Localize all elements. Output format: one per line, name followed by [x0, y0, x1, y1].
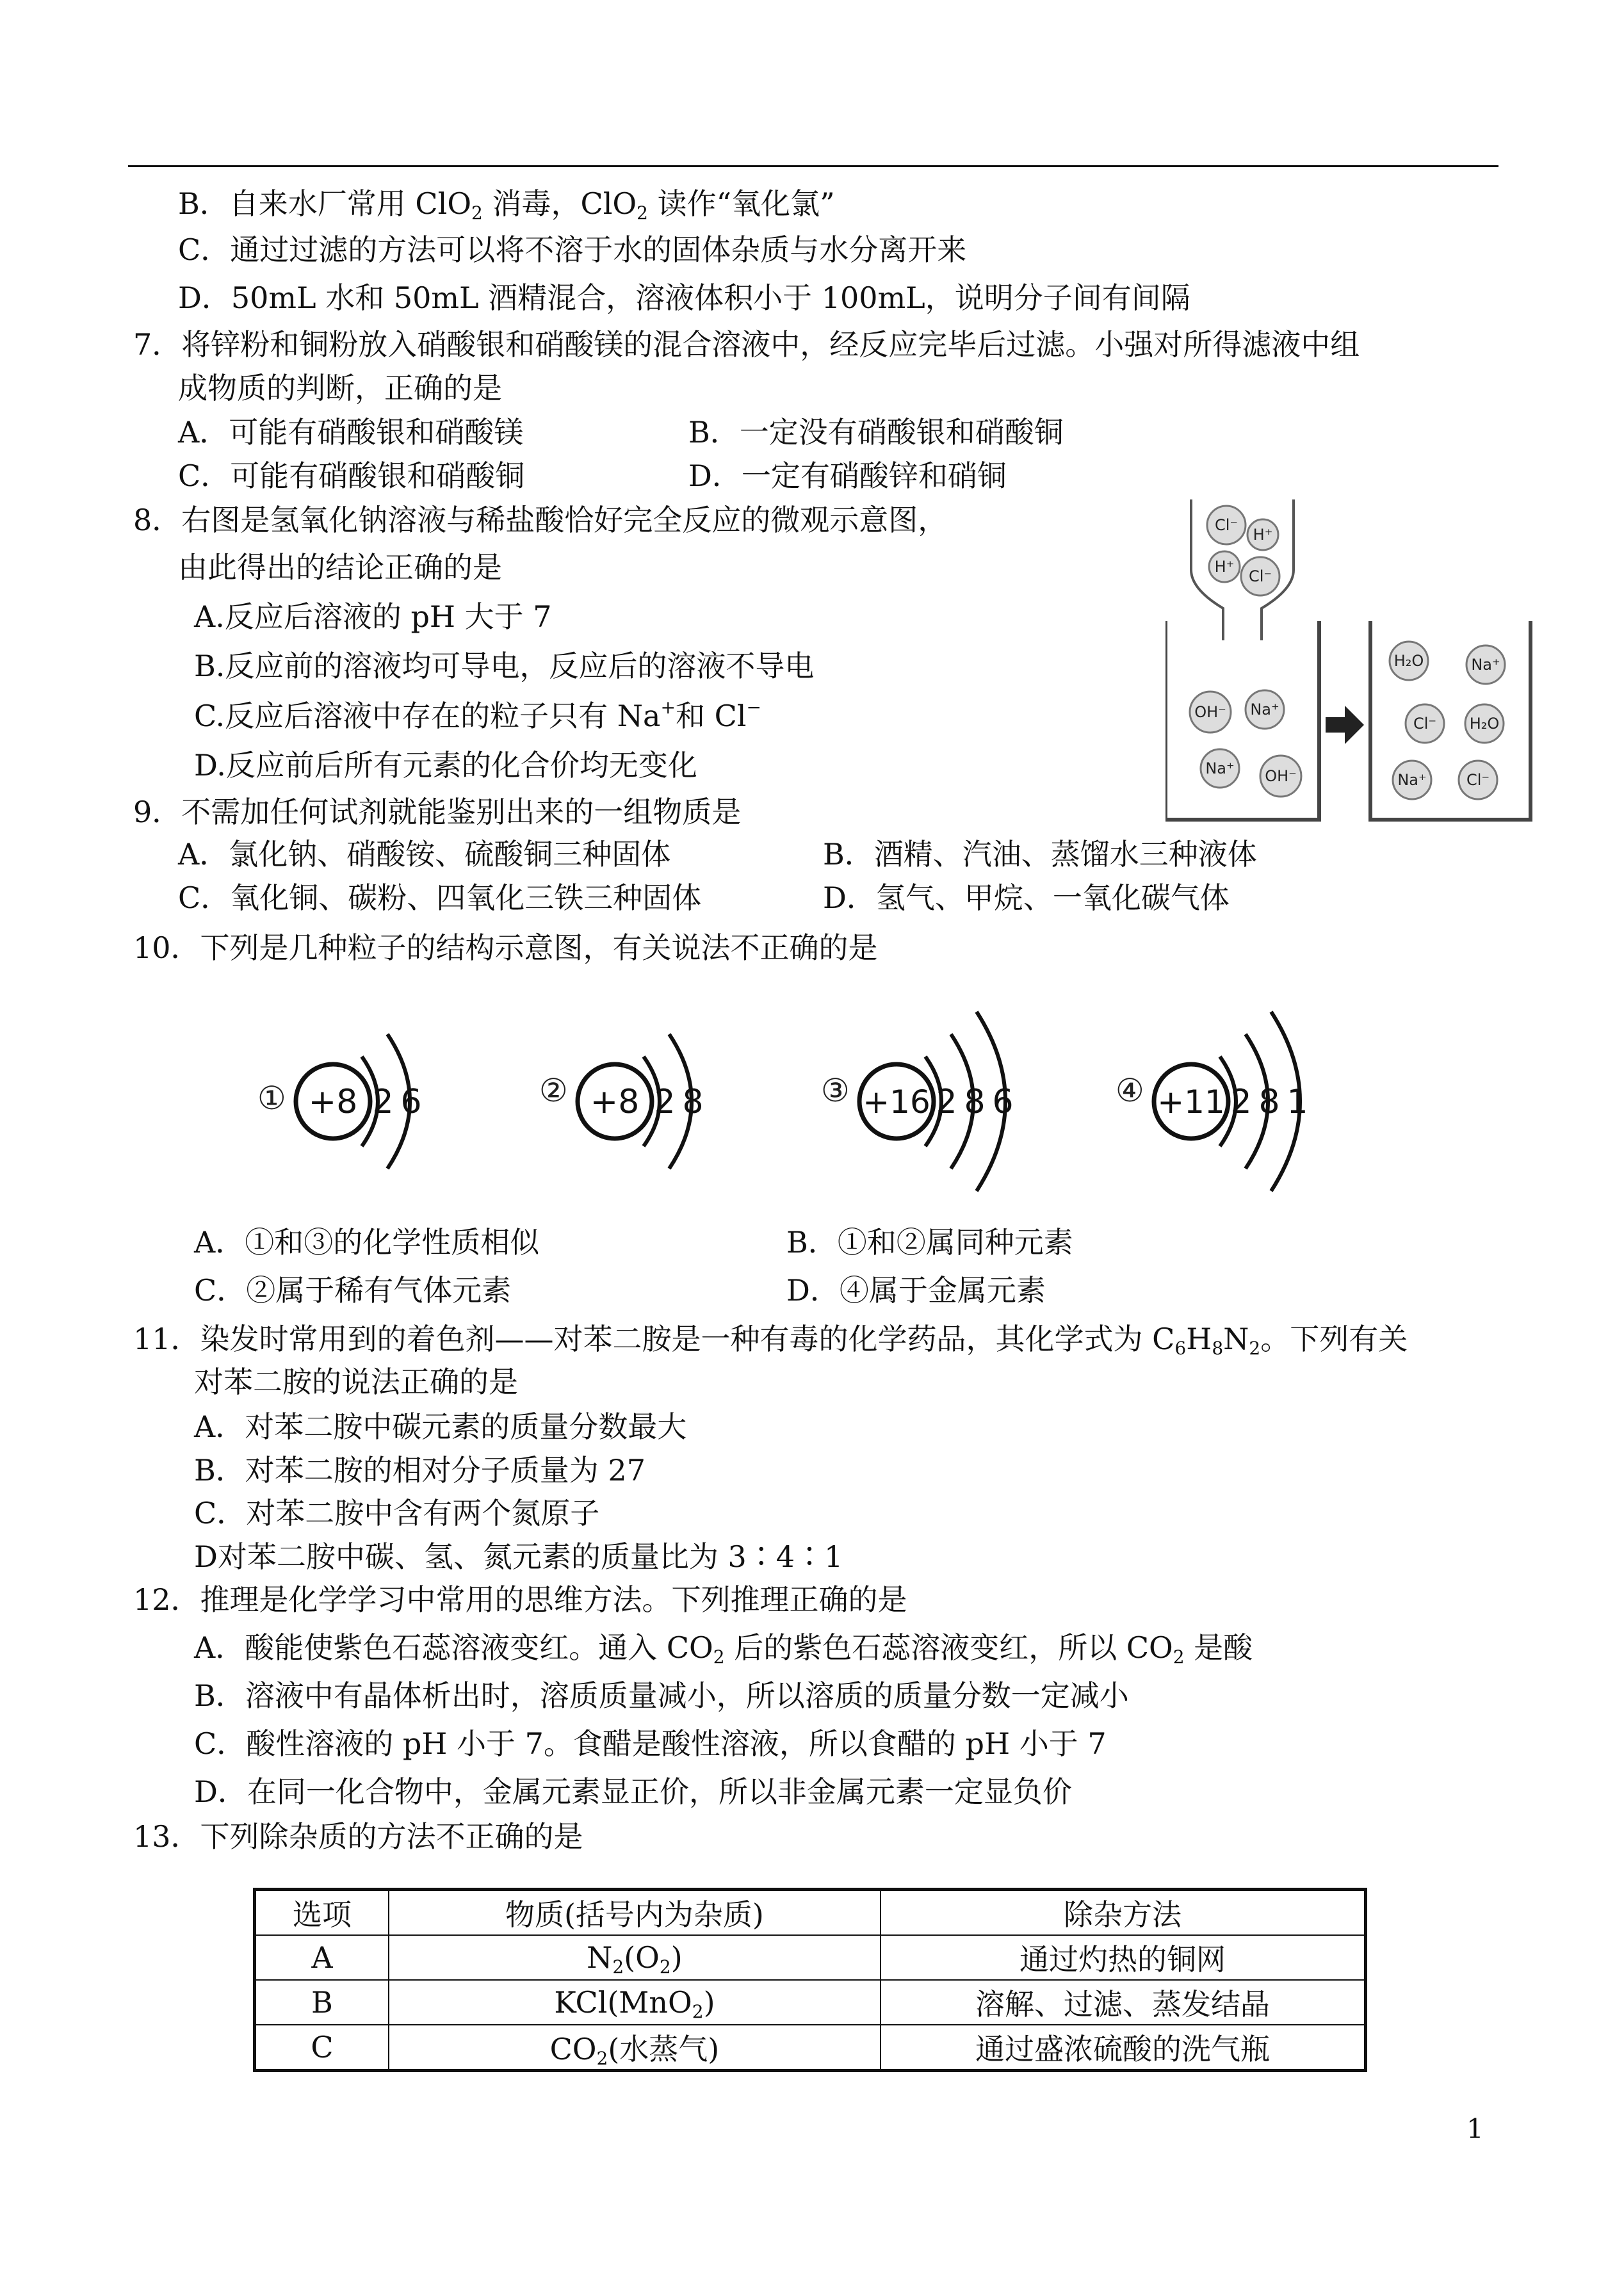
q7-option-b: B．一定没有硝酸银和硝酸铜	[688, 415, 1064, 450]
q9-option-d: D．氢气、甲烷、一氧化碳气体	[823, 880, 1230, 915]
particle-diagram-4	[1116, 1012, 1308, 1191]
q10-option-d: D．④属于金属元素	[786, 1273, 1046, 1308]
ion-label: Cl⁻	[1248, 567, 1272, 585]
shell-electrons: 2	[936, 1083, 957, 1121]
q6-option-d: D．50mL 水和 50mL 酒精混合，溶液体积小于 100mL，说明分子间有间隔	[178, 280, 1190, 315]
q11-option-b: B．对苯二胺的相对分子质量为 27	[194, 1453, 646, 1488]
q8-stem-cont: 由此得出的结论正确的是	[178, 550, 502, 585]
q9-option-a: A．氯化钠、硝酸铵、硫酸铜三种固体	[178, 837, 671, 872]
ion-label: H₂O	[1393, 652, 1424, 670]
nucleus-charge: +8	[308, 1083, 358, 1121]
ion-label: OH⁻	[1194, 703, 1226, 721]
shell-electrons: 6	[992, 1083, 1014, 1121]
shell-electrons: 1	[1287, 1083, 1308, 1121]
particle-label: ④	[1116, 1072, 1144, 1109]
ion-label: Na⁺	[1205, 759, 1235, 777]
q10-option-c: C．②属于稀有气体元素	[194, 1273, 512, 1308]
table-header-cell: 除杂方法	[881, 1890, 1366, 1936]
q7-stem: 7．将锌粉和铜粉放入硝酸银和硝酸镁的混合溶液中，经反应完毕后过滤。小强对所得滤液中组	[133, 327, 1360, 362]
table-row	[255, 2025, 1366, 2071]
q7-option-d: D．一定有硝酸锌和硝铜	[688, 458, 1007, 493]
shell-electrons: 6	[400, 1083, 422, 1121]
header-rule	[128, 165, 1498, 167]
particle-label: ①	[257, 1080, 286, 1117]
table-cell-substance: $CO_2$(水蒸气)	[389, 2025, 881, 2071]
table-row	[255, 1935, 1366, 1980]
q9-option-c: C．氧化铜、碳粉、四氧化三铁三种固体	[178, 880, 702, 915]
table-header-cell: 物质(括号内为杂质)	[389, 1890, 881, 1936]
shell-electrons: 8	[682, 1083, 704, 1121]
ion-label: H₂O	[1469, 715, 1500, 733]
particle-label: ②	[539, 1072, 568, 1109]
q7-stem-cont: 成物质的判断，正确的是	[178, 371, 502, 405]
q12-stem: 12．推理是化学学习中常用的思维方法。下列推理正确的是	[133, 1582, 907, 1617]
q11-stem-cont: 对苯二胺的说法正确的是	[194, 1365, 518, 1399]
q10-stem: 10．下列是几种粒子的结构示意图，有关说法不正确的是	[133, 930, 878, 965]
table-cell-option: C	[255, 2025, 389, 2071]
q7-option-a: A．可能有硝酸银和硝酸镁	[178, 415, 524, 450]
particle-diagram-1	[257, 1034, 422, 1169]
q12-option-a: A．酸能使紫色石蕊溶液变红。通入 $CO_2$ 后的紫色石蕊溶液变红，所以 $CO_2$ 是酸	[194, 1630, 1253, 1667]
q7-option-c: C．可能有硝酸银和硝酸铜	[178, 458, 525, 493]
q11-option-d: D对苯二胺中碳、氢、氮元素的质量比为 3∶4∶1	[194, 1539, 843, 1574]
q12-option-b: B．溶液中有晶体析出时，溶质质量减小，所以溶质的质量分数一定减小	[194, 1678, 1129, 1713]
q6-option-b: B．自来水厂常用 ClO$_2$ 消毒，ClO$_2$ 读作“氧化氯”	[178, 186, 835, 223]
table-header-row	[255, 1890, 1366, 1936]
table-cell-option: B	[255, 1980, 389, 2025]
shell-electrons: 2	[1230, 1083, 1252, 1121]
q8-option-a: A.反应后溶液的 pH 大于 7	[194, 599, 552, 634]
ion-label: Cl⁻	[1466, 771, 1490, 789]
nucleus-charge: +11	[1157, 1083, 1225, 1121]
ion-label: H⁺	[1253, 526, 1273, 544]
q8-reaction-figure	[1165, 493, 1537, 826]
particle-diagram-2	[539, 1034, 704, 1169]
ion-label: Cl⁻	[1214, 516, 1238, 534]
particle-label: ③	[821, 1072, 850, 1109]
table-cell-method: 通过盛浓硫酸的洗气瓶	[881, 2025, 1366, 2071]
q11-option-c: C．对苯二胺中含有两个氮原子	[194, 1496, 600, 1530]
table-cell-substance: KCl(MnO$_2$)	[389, 1980, 881, 2025]
q8-option-b: B.反应前的溶液均可导电，反应后的溶液不导电	[194, 649, 815, 683]
ion-label: H⁺	[1214, 558, 1235, 576]
particle-diagram-3	[821, 1012, 1014, 1191]
table-header-cell: 选项	[255, 1890, 389, 1936]
ion-label: OH⁻	[1265, 767, 1297, 785]
impurity-removal-table	[253, 1888, 1367, 2072]
table-row	[255, 1980, 1366, 2025]
q13-stem: 13．下列除杂质的方法不正确的是	[133, 1819, 583, 1854]
ion-label: Na⁺	[1471, 656, 1500, 674]
shell-electrons: 8	[964, 1083, 986, 1121]
nucleus-charge: +8	[590, 1083, 640, 1121]
table-cell-method: 通过灼热的铜网	[881, 1935, 1366, 1980]
shell-electrons: 2	[372, 1083, 394, 1121]
ion-label: Na⁺	[1397, 771, 1427, 789]
page-number: 1	[1466, 2113, 1484, 2145]
table-cell-option: A	[255, 1935, 389, 1980]
q8-stem: 8．右图是氢氧化钠溶液与稀盐酸恰好完全反应的微观示意图，	[133, 503, 948, 537]
atomic-structure-diagrams	[243, 999, 1524, 1204]
q8-option-c: C.反应后溶液中存在的粒子只有 Na+和 Cl−	[194, 697, 761, 733]
arrow-icon	[1326, 706, 1364, 744]
ion-label: Na⁺	[1250, 701, 1279, 718]
ion-label: Cl⁻	[1413, 715, 1437, 733]
q11-stem: 11．染发时常用到的着色剂——对苯二胺是一种有毒的化学药品，其化学式为 $C_6H_8N_2$。下列有关	[133, 1322, 1408, 1359]
q8-option-d: D.反应前后所有元素的化合价均无变化	[194, 748, 697, 783]
nucleus-charge: +16	[863, 1083, 930, 1121]
shell-electrons: 8	[1258, 1083, 1280, 1121]
shell-electrons: 2	[654, 1083, 676, 1121]
q9-stem: 9．不需加任何试剂就能鉴别出来的一组物质是	[133, 795, 742, 829]
table-cell-method: 溶解、过滤、蒸发结晶	[881, 1980, 1366, 2025]
table-cell-substance: $N_2(O_2)$	[389, 1935, 881, 1980]
q6-option-c: C．通过过滤的方法可以将不溶于水的固体杂质与水分离开来	[178, 232, 967, 267]
q12-option-d: D．在同一化合物中，金属元素显正价，所以非金属元素一定显负价	[194, 1774, 1072, 1809]
q12-option-c: C．酸性溶液的 pH 小于 7。食醋是酸性溶液，所以食醋的 pH 小于 7	[194, 1726, 1107, 1761]
q10-option-b: B．①和②属同种元素	[786, 1225, 1073, 1260]
q11-option-a: A．对苯二胺中碳元素的质量分数最大	[194, 1409, 687, 1444]
q10-option-a: A．①和③的化学性质相似	[194, 1225, 540, 1260]
q9-option-b: B．酒精、汽油、蒸馏水三种液体	[823, 837, 1257, 872]
